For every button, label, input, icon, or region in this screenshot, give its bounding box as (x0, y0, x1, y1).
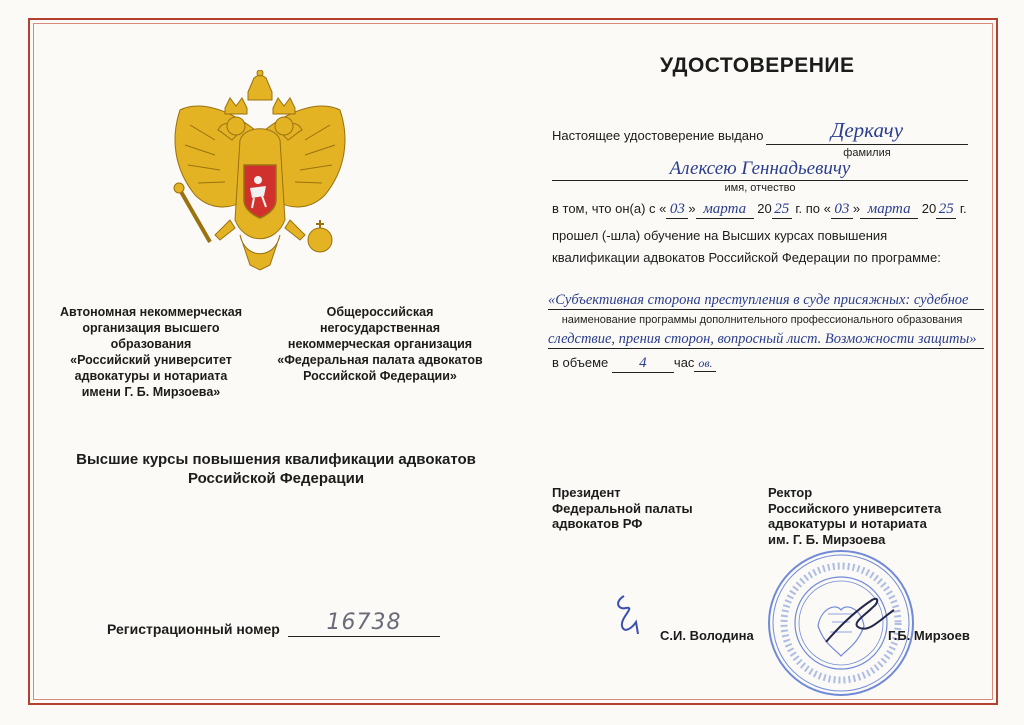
from-year-suffix: г. (795, 201, 803, 216)
courses-line: Высшие курсы повышения квалификации адвокатов (76, 451, 476, 468)
surname-label: фамилия (843, 147, 891, 159)
program-name-label: наименование программы дополнительного профессионального образования (561, 314, 963, 326)
president-title-line: Президент (552, 485, 621, 500)
university-line: имени Г. Б. Мирзоева» (81, 385, 221, 399)
president-title (552, 485, 693, 532)
issued-to-intro: Настоящее удостоверение выдано (552, 128, 764, 143)
registration-label: Регистрационный номер (107, 621, 280, 637)
chamber-line: «Федеральная палата адвокатов (277, 353, 483, 367)
university-line: адвокатуры и нотариата (74, 369, 228, 383)
university-line: Автономная некоммерческая (59, 305, 242, 319)
rector-title-line: Российского университета (768, 500, 942, 516)
from-month: марта (696, 201, 754, 219)
to-year: 25 (936, 201, 956, 219)
courses-line: Российской Федерации (187, 470, 365, 487)
volume-suffix: ов. (694, 356, 716, 372)
chamber-line: некоммерческая организация (287, 337, 473, 351)
studied-line-1: прошел (-шла) обучение на Высших курсах повышения (552, 228, 888, 243)
course-volume (552, 355, 716, 373)
rector-title-line: Ректор (768, 485, 813, 500)
registration-number: 16738 (326, 610, 402, 635)
to-year-prefix: 20 (921, 201, 937, 216)
chamber-line: Общероссийская негосударственная (319, 305, 441, 335)
rector-title-line: им. Г. Б. Мирзоева (768, 531, 886, 547)
rector-title-line: адвокатуры и нотариата (768, 516, 927, 531)
certificate-title: УДОСТОВЕРЕНИЕ (660, 54, 855, 77)
to-day: 03 (831, 201, 853, 219)
given-name-value: Алексею Геннадьевичу (669, 158, 851, 179)
to-year-suffix: г. (959, 201, 967, 216)
volume-prefix: в объеме (552, 355, 609, 370)
given-name-label: имя, отчество (724, 182, 796, 194)
president-signature (610, 588, 650, 638)
program-name-line-1: «Субъективная сторона преступления в суде присяжных: судебное (548, 292, 984, 310)
program-name-line-2: следствие, прения сторон, вопросный лист. Возможности защиты» (548, 331, 984, 349)
university-line: организация высшего образования (82, 321, 220, 351)
chamber-block (268, 304, 492, 384)
president-name: С.И. Володина (660, 628, 754, 643)
rector-name: Г.Б. Мирзоев (888, 628, 970, 643)
president-title-line: адвокатов РФ (552, 516, 643, 531)
study-period: в том, что он(а) с « 03 » марта 20 25 г. по « 03 » марта 20 25 г. (552, 201, 967, 217)
volume-unit: час (673, 355, 695, 370)
courses-heading (56, 450, 496, 488)
rector-title (768, 485, 941, 547)
studied-line-2: квалификации адвокатов Российской Федерации по программе: (552, 250, 941, 265)
chamber-line: Российской Федерации» (303, 369, 457, 383)
double-headed-eagle-emblem (160, 70, 360, 280)
president-title-line: Федеральной палаты (552, 500, 693, 516)
period-prefix: в том, что он(а) с « (552, 201, 667, 216)
university-line: «Российский университет (70, 353, 232, 367)
from-day: 03 (666, 201, 688, 219)
from-year: 25 (772, 201, 792, 219)
to-prefix: по « (805, 201, 831, 216)
volume-hours: 4 (612, 355, 674, 373)
university-block (44, 304, 258, 400)
from-year-prefix: 20 (757, 201, 772, 216)
surname-value: Деркачу (830, 118, 904, 142)
to-month: марта (860, 201, 918, 219)
